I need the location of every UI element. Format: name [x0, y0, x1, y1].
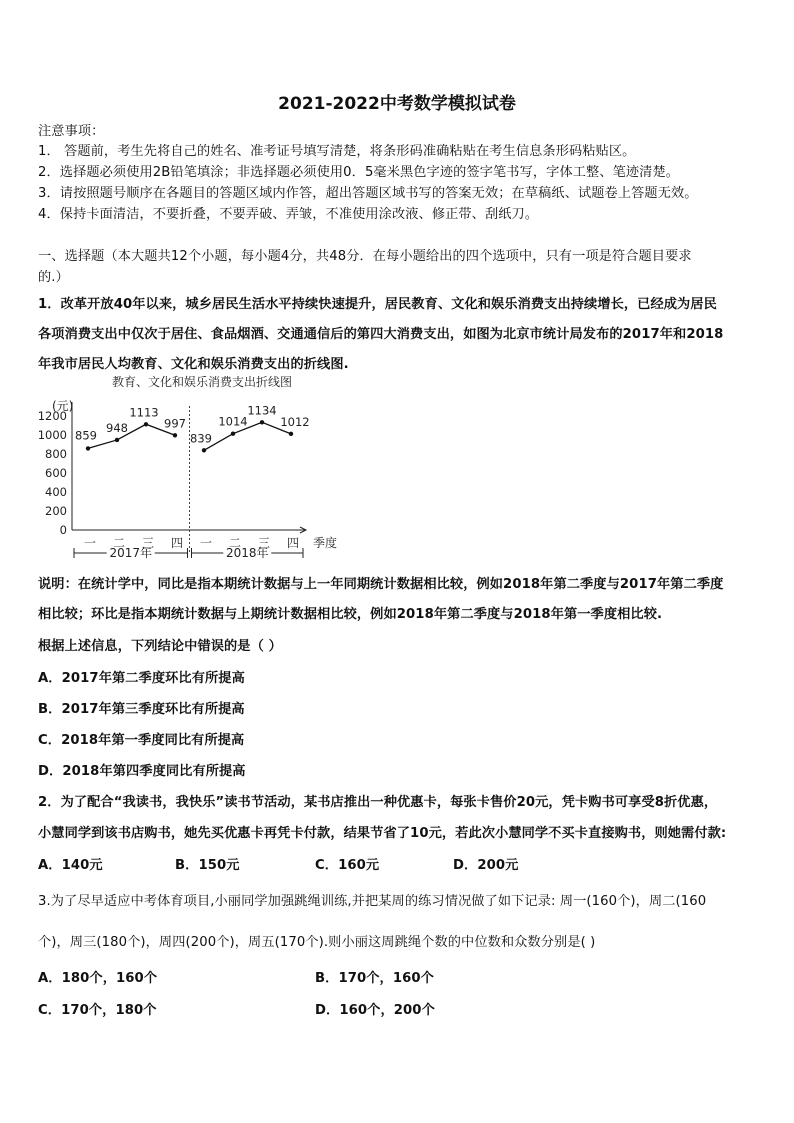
y-tick-label: 1000	[37, 428, 67, 442]
option-d: D．160个，200个	[315, 1003, 435, 1018]
option-b: B．170个，160个	[315, 971, 434, 986]
x-tick-label: 一	[199, 536, 213, 550]
y-tick-label: 0	[59, 523, 67, 537]
data-point	[289, 432, 293, 436]
page-title: 2021-2022中考数学模拟试卷	[278, 94, 516, 114]
y-tick-label: 200	[45, 504, 67, 518]
data-point	[144, 422, 148, 426]
data-label: 997	[164, 416, 186, 431]
x-tick-label: 四	[170, 536, 184, 550]
option-c: C．160元	[315, 858, 380, 873]
data-point	[231, 431, 235, 435]
question-1-line: 年我市居民人均教育、文化和娱乐消费支出的折线图.	[38, 357, 349, 372]
chart-series	[75, 403, 310, 452]
y-tick-label: 600	[45, 466, 67, 480]
y-tick-label: 400	[45, 485, 67, 499]
data-point	[173, 433, 177, 437]
data-point	[115, 438, 119, 442]
x-tick-label: 三	[141, 536, 155, 550]
notice-item: 3．请按照题号顺序在各题目的答题区域内作答，超出答题区域书写的答案无效；在草稿纸、试题卷上答题无效。	[38, 186, 698, 201]
data-label: 1012	[280, 414, 310, 429]
data-label: 1014	[218, 414, 248, 429]
question-2-line: 小慧同学到该书店购书，她先买优惠卡再凭卡付款，结果节省了10元，若此次小慧同学不买卡直接购书，则她需付款:	[38, 826, 727, 841]
note-line: 相比较；环比是指本期统计数据与上期统计数据相比较，例如2018年第二季度与2018年第一季度相比较.	[38, 607, 663, 622]
year-group-label: 2017年	[109, 546, 153, 560]
question-1-line: 各项消费支出中仅次于居住、食品烟酒、交通通信后的第四大消费支出，如图为北京市统计局发布的2017年和2018	[38, 327, 724, 342]
data-point	[86, 446, 90, 450]
question-2-line: 2．为了配合“我读书，我快乐”读书节活动，某书店推出一种优惠卡，每张卡售价20元，凭卡购书可享受8折优惠，	[38, 795, 718, 810]
section-heading-line: 的.）	[38, 270, 69, 285]
y-tick-label: 800	[45, 447, 67, 461]
x-tick-label: 一	[83, 536, 97, 550]
option-b: B．2017年第三季度环比有所提高	[38, 702, 245, 717]
option-a: A．180个，160个	[38, 971, 158, 986]
x-tick-label: 三	[257, 536, 271, 550]
question-1-line: 1．改革开放40年以来，城乡居民生活水平持续快速提升，居民教育、文化和娱乐消费支出持续增长，已经成为居民	[38, 297, 717, 312]
x-tick-label: 四	[286, 536, 300, 550]
option-d: D．2018年第四季度同比有所提高	[38, 764, 246, 779]
data-point	[202, 448, 206, 452]
x-axis-label: 季度	[313, 536, 338, 550]
option-a: A．2017年第二季度环比有所提高	[38, 671, 245, 686]
notice-item: 2．选择题必须使用2B铅笔填涂；非选择题必须使用0．5毫米黑色字迹的签字笔书写，字体工整、笔迹清楚。	[38, 165, 680, 180]
notice-item: 4．保持卡面清洁，不要折叠，不要弄破、弄皱，不准使用涂改液、修正带、刮纸刀。	[38, 207, 539, 222]
y-axis-unit: (元)	[52, 399, 74, 413]
data-label: 1134	[247, 403, 277, 418]
option-d: D．200元	[453, 858, 519, 873]
data-point	[260, 420, 264, 424]
line-chart	[36, 372, 356, 567]
data-label: 859	[75, 428, 97, 443]
option-a: A．140元	[38, 858, 103, 873]
data-label: 948	[106, 420, 128, 435]
data-label: 1113	[129, 405, 159, 420]
option-c: C．2018年第一季度同比有所提高	[38, 733, 245, 748]
x-tick-label: 二	[112, 536, 126, 550]
note-line: 说明：在统计学中，同比是指本期统计数据与上一年同期统计数据相比较，例如2018年第二季度与2017年第二季度	[38, 577, 724, 592]
question-3-line: 个)，周三(180个)，周四(200个)，周五(170个).则小丽这周跳绳个数的中位数和众数分别是( )	[38, 935, 596, 950]
data-label: 839	[190, 431, 212, 446]
section-heading-line: 一、选择题（本大题共12个小题，每小题4分，共48分．在每小题给出的四个选项中，只有一项是符合题目要求	[38, 249, 692, 264]
x-tick-label: 二	[228, 536, 242, 550]
notice-item: 1． 答题前，考生先将自己的姓名、准考证号填写清楚，将条形码准确粘贴在考生信息条形码粘贴区。	[38, 144, 636, 159]
option-c: C．170个，180个	[38, 1003, 157, 1018]
series-line	[88, 424, 175, 448]
option-b: B．150元	[175, 858, 240, 873]
year-group-label: 2018年	[225, 546, 269, 560]
notice-heading: 注意事项：	[38, 124, 105, 139]
question-3-line: 3.为了尽早适应中考体育项目,小丽同学加强跳绳训练,并把某周的练习情况做了如下记录: 周一(160个)，周二(160	[38, 894, 707, 909]
question-1-stem: 根据上述信息，下列结论中错误的是（ ）	[38, 639, 282, 654]
y-tick-label: 1200	[37, 409, 67, 423]
chart-title: 教育、文化和娱乐消费支出折线图	[111, 375, 293, 389]
y-axis-ticks	[38, 409, 67, 537]
